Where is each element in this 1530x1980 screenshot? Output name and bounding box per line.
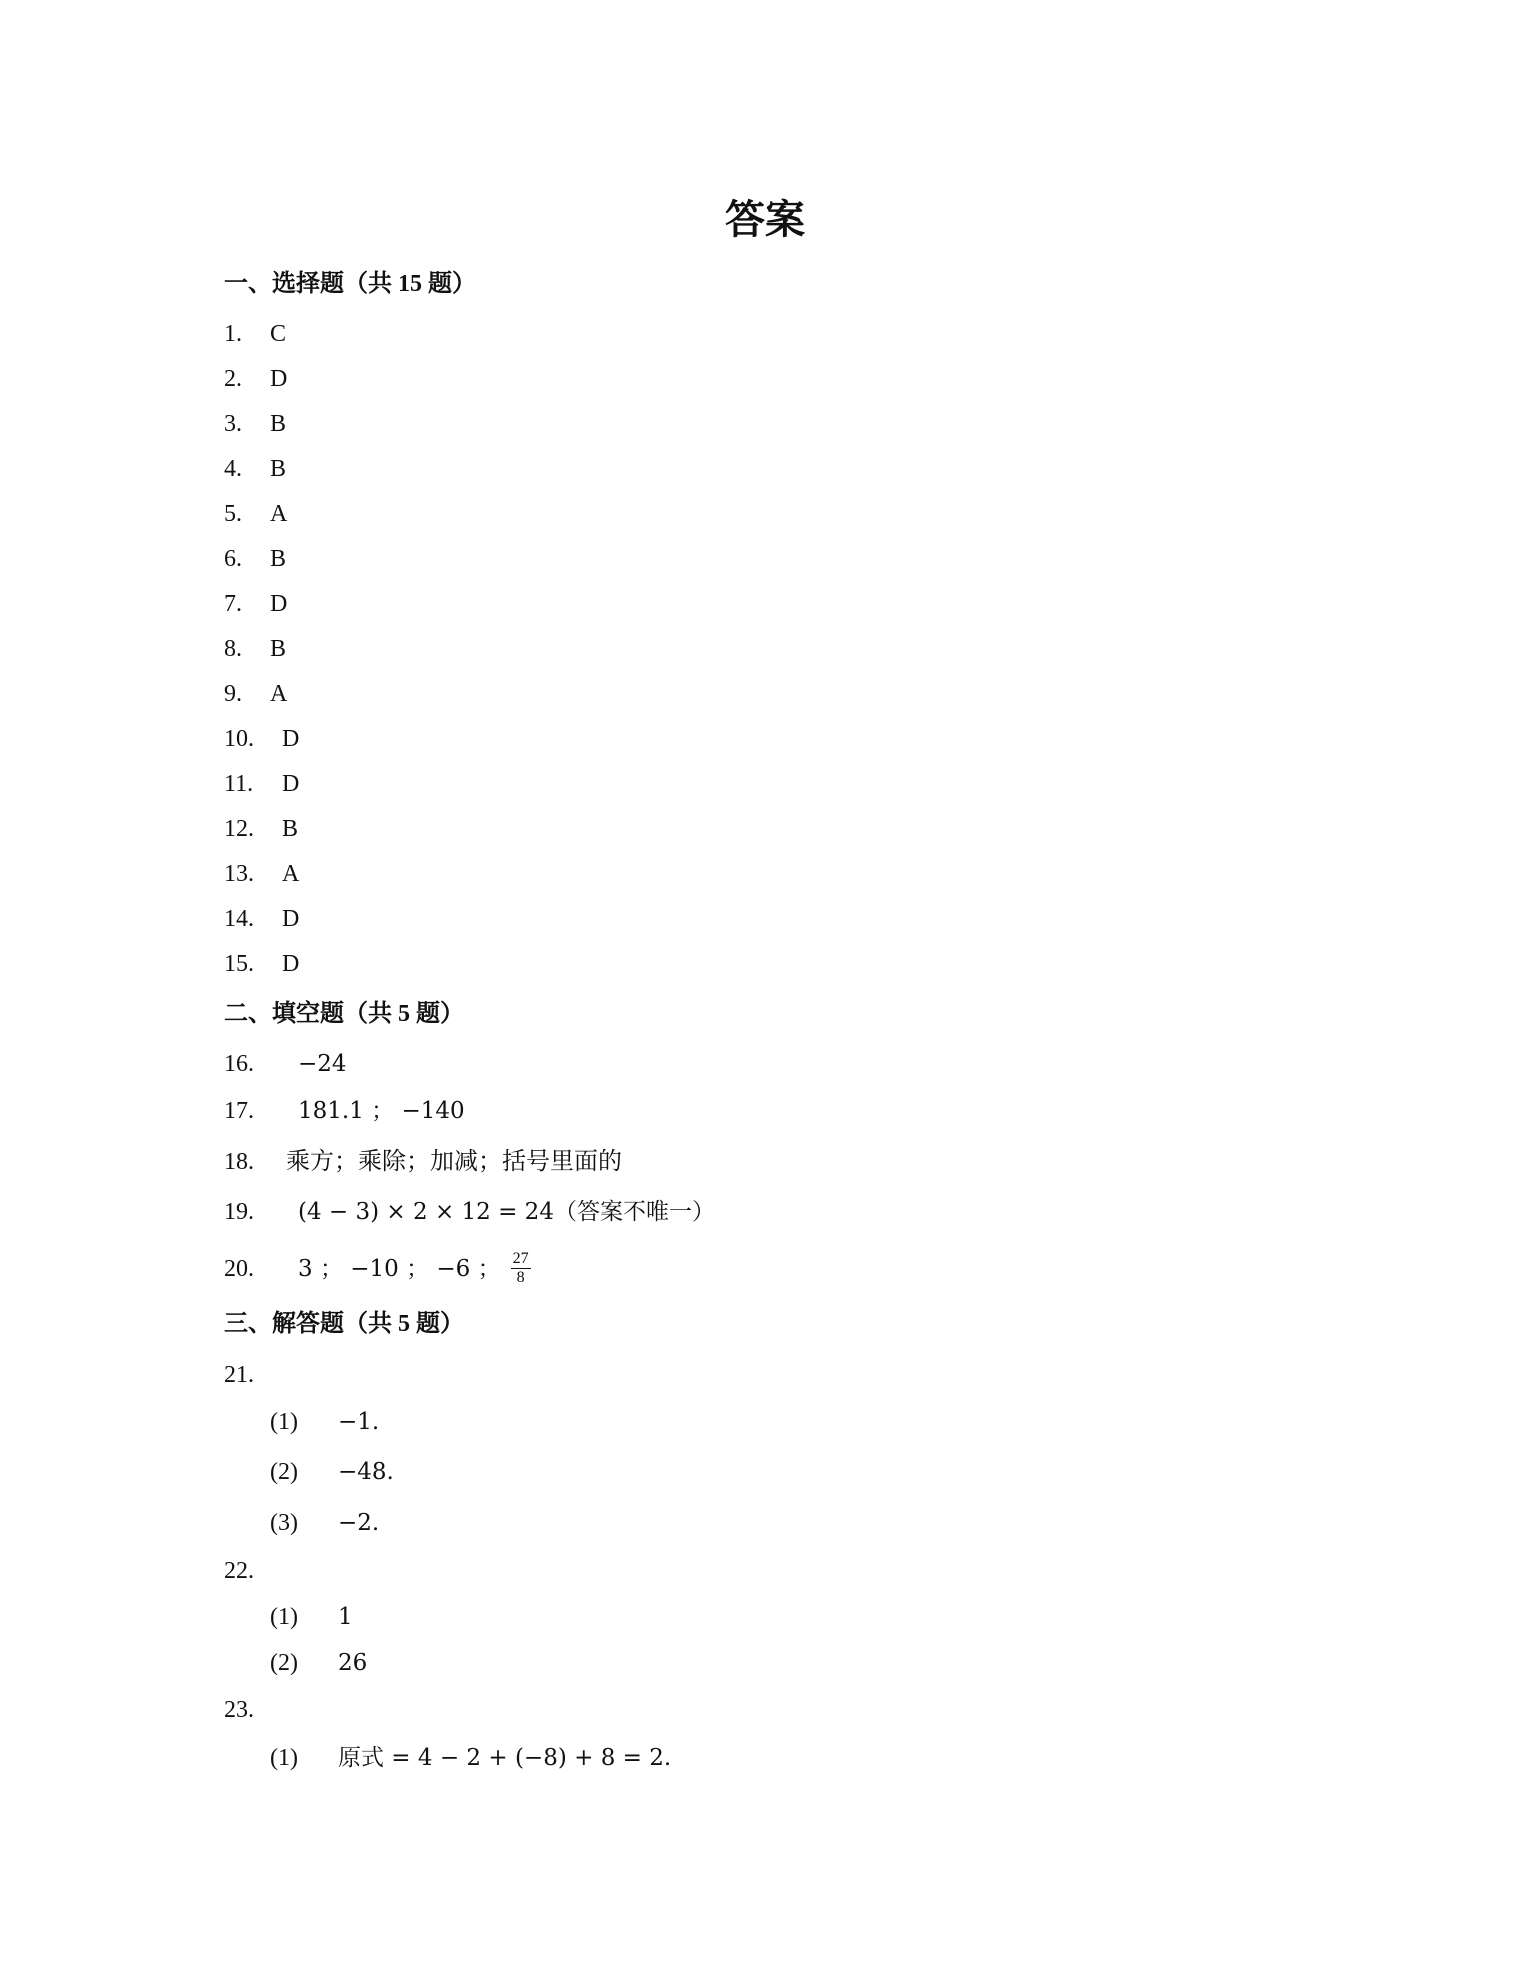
sub-answer	[270, 1742, 671, 1774]
sub-answer	[270, 1601, 353, 1633]
answer-text: −2.	[338, 1510, 380, 1536]
part-label: (1)	[270, 1604, 298, 1630]
question-number: 18.	[224, 1149, 254, 1175]
answer-text: (4 − 3) × 2 × 12 = 24（答案不唯一）	[298, 1199, 715, 1225]
list-item	[224, 768, 299, 800]
question-number: 3.	[224, 411, 242, 437]
question-number: 13.	[224, 861, 254, 887]
question-number: 8.	[224, 636, 242, 662]
question-number: 5.	[224, 501, 242, 527]
question-number: 6.	[224, 546, 242, 572]
part-label: (1)	[270, 1409, 298, 1435]
section-heading-fill: 二、填空题（共 5 题）	[224, 1001, 464, 1027]
list-item	[224, 1095, 465, 1127]
answer-text: 1	[338, 1604, 353, 1630]
list-item	[224, 1146, 622, 1178]
question-number: 19.	[224, 1199, 254, 1225]
part-label: (2)	[270, 1650, 298, 1676]
list-item	[224, 723, 299, 755]
list-item	[224, 1252, 531, 1289]
question-number: 23.	[224, 1697, 254, 1723]
section-heading-solve: 三、解答题（共 5 题）	[224, 1311, 464, 1337]
question-number: 4.	[224, 456, 242, 482]
list-item	[224, 543, 286, 575]
question-number: 20.	[224, 1256, 254, 1283]
question-number: 15.	[224, 951, 254, 977]
question-number: 11.	[224, 771, 254, 797]
fraction-numerator: 27	[512, 1250, 529, 1267]
list-item	[224, 678, 287, 710]
answer-text: D	[282, 726, 300, 752]
list-item	[224, 588, 287, 620]
sub-answer	[270, 1647, 367, 1679]
answer-text: D	[282, 906, 300, 932]
list-item	[224, 408, 286, 440]
question-number: 9.	[224, 681, 242, 707]
list-item	[224, 1196, 715, 1228]
answer-text: −24	[298, 1051, 347, 1077]
sub-answer	[270, 1507, 379, 1539]
answer-text: D	[270, 366, 288, 392]
answer-text: −48.	[338, 1459, 394, 1485]
list-item	[224, 948, 299, 980]
section-heading-choice: 一、选择题（共 15 题）	[224, 271, 476, 297]
list-item	[224, 453, 286, 485]
sub-answer	[270, 1456, 394, 1488]
list-item	[224, 903, 299, 935]
question-number: 10.	[224, 726, 254, 752]
answer-text: 乘方；乘除；加减；括号里面的	[286, 1149, 622, 1175]
answer-text: A	[270, 681, 288, 707]
answer-text: B	[270, 546, 287, 572]
list-item	[224, 1048, 347, 1080]
list-item	[224, 633, 286, 665]
list-item	[224, 498, 287, 530]
answer-text: D	[270, 591, 288, 617]
question-number: 16.	[224, 1051, 254, 1077]
part-label: (1)	[270, 1745, 298, 1771]
part-label: (2)	[270, 1459, 298, 1485]
question-number: 2.	[224, 366, 242, 392]
answer-text: −1.	[338, 1409, 380, 1435]
list-item	[224, 318, 286, 350]
question-number: 7.	[224, 591, 242, 617]
list-item	[224, 363, 287, 395]
answer-text: B	[270, 636, 287, 662]
question-number: 1.	[224, 321, 242, 347]
answer-text: A	[270, 501, 288, 527]
answer-text: 26	[338, 1650, 368, 1676]
question-number: 14.	[224, 906, 254, 932]
list-item	[224, 858, 299, 890]
answer-text: D	[282, 771, 300, 797]
answer-text: D	[282, 951, 300, 977]
question-number: 17.	[224, 1098, 254, 1124]
answer-text: 原式 = 4 − 2 + (−8) + 8 = 2.	[338, 1745, 672, 1771]
fraction	[511, 1250, 531, 1287]
fraction-denominator: 8	[516, 1269, 525, 1286]
part-label: (3)	[270, 1510, 298, 1536]
question-number: 21.	[224, 1362, 254, 1388]
question-number: 12.	[224, 816, 254, 842]
answer-text: B	[270, 456, 287, 482]
question-number: 22.	[224, 1558, 254, 1584]
page-title: 答案	[725, 197, 805, 242]
answer-text: 181.1 ； −140	[298, 1098, 465, 1124]
answer-text: B	[282, 816, 299, 842]
answer-text: A	[282, 861, 300, 887]
list-item	[224, 813, 298, 845]
answer-text: C	[270, 321, 287, 347]
sub-answer	[270, 1406, 379, 1438]
answer-text: 3 ； −10 ； −6 ；	[298, 1256, 501, 1283]
answer-text: B	[270, 411, 287, 437]
